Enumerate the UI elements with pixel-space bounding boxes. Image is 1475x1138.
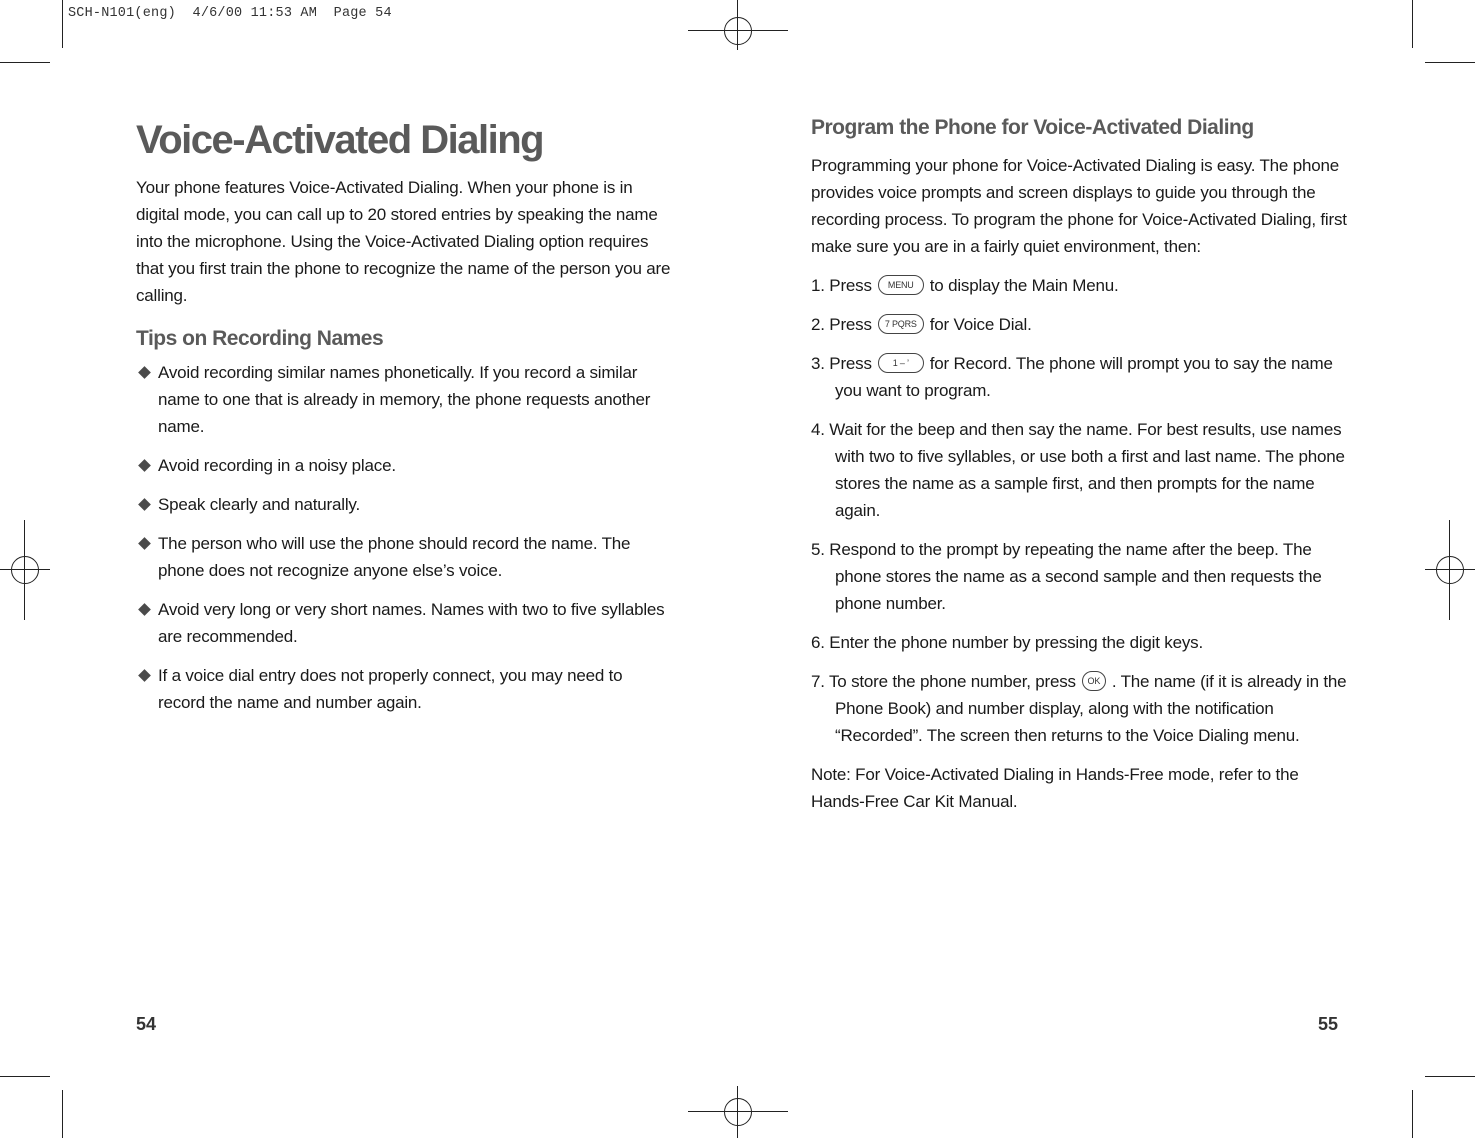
page-number-left: 54	[136, 1014, 157, 1034]
crop-mark-bl-h	[0, 1076, 50, 1077]
crop-mark-tl-v	[62, 0, 63, 48]
crop-mark-br-h	[1425, 1076, 1475, 1077]
step-prefix: 3. Press	[811, 354, 872, 373]
tip-text: Avoid recording in a noisy place.	[158, 456, 396, 475]
section-heading: Program the Phone for Voice-Activated Dialing	[811, 116, 1254, 139]
diamond-bullet-icon	[138, 603, 151, 616]
diamond-bullet-icon	[138, 366, 151, 379]
tip-text: If a voice dial entry does not properly connect, you may need to record the name and number again.	[158, 666, 623, 712]
right-page	[811, 112, 1351, 815]
step-suffix: for Record. The phone will prompt you to say the name you want to program.	[835, 354, 1333, 400]
step-item: 4. Wait for the beep and then say the name. For best results, use names with two to five syllables, or use both a first and last name. The phone stores the name as a sample first, and then prompts for the name again.	[811, 420, 1345, 520]
step-suffix: to display the Main Menu.	[929, 276, 1119, 295]
step-prefix: 1. Press	[811, 276, 872, 295]
tip-text: The person who will use the phone should record the name. The phone does not recognize anyone else’s voice.	[158, 534, 631, 580]
left-page	[136, 112, 671, 728]
print-slug: SCH-N101(eng) 4/6/00 11:53 AM Page 54	[68, 6, 392, 21]
step-item: 6. Enter the phone number by pressing the digit keys.	[811, 633, 1203, 652]
crop-mark-bl-v	[62, 1090, 63, 1138]
tip-item	[136, 530, 671, 584]
steps-list	[811, 272, 1351, 749]
key-7-icon: 7 PQRS	[878, 314, 924, 334]
step-item	[811, 272, 1351, 299]
tip-text: Avoid recording similar names phonetically. If you record a similar name to one that is already in memory, the phone requests another name.	[158, 363, 651, 436]
step-prefix: 2. Press	[811, 315, 872, 334]
reg-left-circle	[11, 556, 39, 584]
tip-item	[136, 596, 671, 650]
diamond-bullet-icon	[138, 459, 151, 472]
crop-mark-br-v	[1412, 1090, 1413, 1138]
tip-item	[136, 452, 671, 479]
key-1-icon: 1 – ’	[878, 353, 924, 373]
reg-bottom-circle	[724, 1098, 752, 1126]
menu-key-icon: MENU	[878, 275, 924, 295]
step-item	[811, 350, 1351, 404]
page-title: Voice-Activated Dialing	[136, 118, 544, 162]
ok-key-icon: OK	[1082, 671, 1106, 691]
note-paragraph: Note: For Voice-Activated Dialing in Hands-Free mode, refer to the Hands-Free Car Kit Manual.	[811, 765, 1299, 811]
tip-item	[136, 359, 671, 440]
reg-right-circle	[1436, 556, 1464, 584]
crop-mark-tl-h	[0, 62, 50, 63]
crop-mark-tr-v	[1412, 0, 1413, 48]
tips-heading: Tips on Recording Names	[136, 327, 384, 350]
program-intro: Programming your phone for Voice-Activated Dialing is easy. The phone provides voice prompts and screen displays to guide you through the recording process. To program the phone for Voice-Activated Dialing, first make sure you are in a fairly quiet environment, then:	[811, 156, 1347, 256]
step-prefix: 7. To store the phone number, press	[811, 672, 1076, 691]
reg-top-circle	[724, 17, 752, 45]
diamond-bullet-icon	[138, 498, 151, 511]
step-item	[811, 311, 1351, 338]
intro-paragraph: Your phone features Voice-Activated Dialing. When your phone is in digital mode, you can call up to 20 stored entries by speaking the name into the microphone. Using the Voice-Activated Dialing option requires that you first train the phone to recognize the name of the person you are calling.	[136, 178, 671, 305]
tip-text: Speak clearly and naturally.	[158, 495, 360, 514]
crop-mark-tr-h	[1425, 62, 1475, 63]
step-suffix: for Voice Dial.	[929, 315, 1032, 334]
diamond-bullet-icon	[138, 537, 151, 550]
diamond-bullet-icon	[138, 669, 151, 682]
page-number-right: 55	[1318, 1014, 1339, 1034]
tip-item	[136, 491, 671, 518]
step-suffix: . The name (if it is already in the Phone Book) and number display, along with the notification “Recorded”. The screen then returns to the Voice Dialing menu.	[835, 672, 1347, 745]
tip-item	[136, 662, 671, 716]
step-item	[811, 668, 1351, 749]
tip-text: Avoid very long or very short names. Names with two to five syllables are recommended.	[158, 600, 665, 646]
tips-list	[136, 359, 671, 716]
step-item: 5. Respond to the prompt by repeating the name after the beep. The phone stores the name as a second sample and then requests the phone number.	[811, 540, 1322, 613]
